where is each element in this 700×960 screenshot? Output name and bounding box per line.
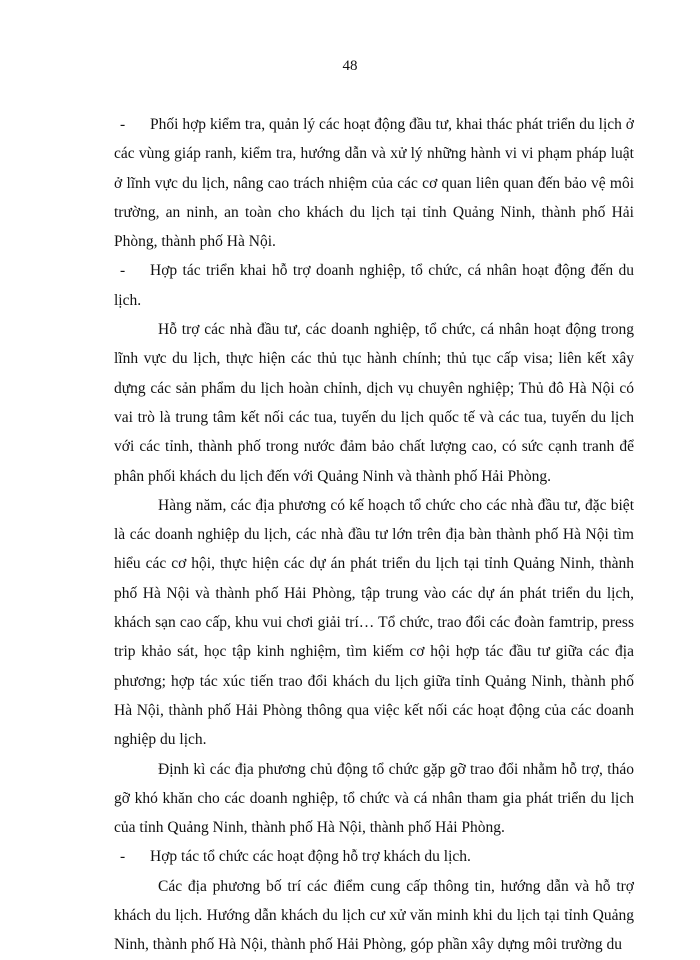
paragraph-information-points: Các địa phương bố trí các điểm cung cấp thông tin, hướng dẫn và hỗ trợ khách du lịch. Hướng dẫn khách du lịch cư xử văn minh khi du lịch tại tỉnh Quảng Ninh, thành phố Hà Nội, thành phố Hải Phòng, góp phần xây dựng môi trường du (114, 877, 634, 954)
page-number: 48 (342, 58, 358, 74)
paragraph-text: Hợp tác tổ chức các hoạt động hỗ trợ khách du lịch. (150, 848, 471, 866)
paragraph-bullet-3 (114, 842, 634, 871)
paragraph-support-investors: Hỗ trợ các nhà đầu tư, các doanh nghiệp, tổ chức, cá nhân hoạt động trong lĩnh vực du lịch, thực hiện các thủ tục hành chính; thủ tục cấp visa; liên kết xây dựng các sản phẩm du lịch hoàn chỉnh, dịch vụ chuyên nghiệp; Thủ đô Hà Nội có vai trò là trung tâm kết nối các tua, tuyến du lịch quốc tế và các tua, tuyến du lịch với các tỉnh, thành phố trong nước đảm bảo chất lượng cao, có sức cạnh tranh để phân phối khách du lịch đến với Quảng Ninh và thành phố Hải Phòng. (114, 321, 634, 485)
paragraph-periodic-meetings: Định kì các địa phương chủ động tổ chức gặp gỡ trao đổi nhằm hỗ trợ, tháo gỡ khó khăn cho các doanh nghiệp, tổ chức và cá nhân tham gia phát triển du lịch của tỉnh Quảng Ninh, thành phố Hà Nội, thành phố Hải Phòng. (114, 760, 634, 837)
paragraph-text: Phối hợp kiểm tra, quản lý các hoạt động đầu tư, khai thác phát triển du lịch ở các vùng giáp ranh, kiểm tra, hướng dẫn và xử lý những hành vi vi phạm pháp luật ở lĩnh vực du lịch, nâng cao trách nhiệm của các cơ quan liên quan đến bảo vệ môi trường, an ninh, an toàn cho khách du lịch tại tỉnh Quảng Ninh, thành phố Hải Phòng, thành phố Hà Nội. (114, 116, 634, 251)
document-body (114, 110, 634, 960)
paragraph-text: Hợp tác triển khai hỗ trợ doanh nghiệp, tổ chức, cá nhân hoạt động đến du lịch. (114, 262, 634, 309)
bullet-marker: - (120, 848, 126, 866)
paragraph-bullet-1 (114, 110, 634, 256)
paragraph-bullet-2 (114, 256, 634, 315)
paragraph-annual-plan: Hàng năm, các địa phương có kế hoạch tổ chức cho các nhà đầu tư, đặc biệt là các doanh nghiệp du lịch, các nhà đầu tư lớn trên địa bàn thành phố Hà Nội tìm hiểu các cơ hội, thực hiện các dự án phát triển du lịch tại tỉnh Quảng Ninh, thành phố Hà Nội và thành phố Hải Phòng, tập trung vào các dự án phát triển du lịch, khách sạn cao cấp, khu vui chơi giải trí… Tổ chức, trao đổi các đoàn famtrip, press trip khảo sát, học tập kinh nghiệm, tìm kiếm cơ hội hợp tác đầu tư giữa các địa phương; hợp tác xúc tiến trao đổi khách du lịch giữa tỉnh Quảng Ninh, thành phố Hà Nội, thành phố Hải Phòng thông qua việc kết nối các hoạt động của các doanh nghiệp du lịch. (114, 496, 634, 749)
bullet-marker: - (120, 116, 126, 133)
bullet-marker: - (120, 262, 126, 280)
